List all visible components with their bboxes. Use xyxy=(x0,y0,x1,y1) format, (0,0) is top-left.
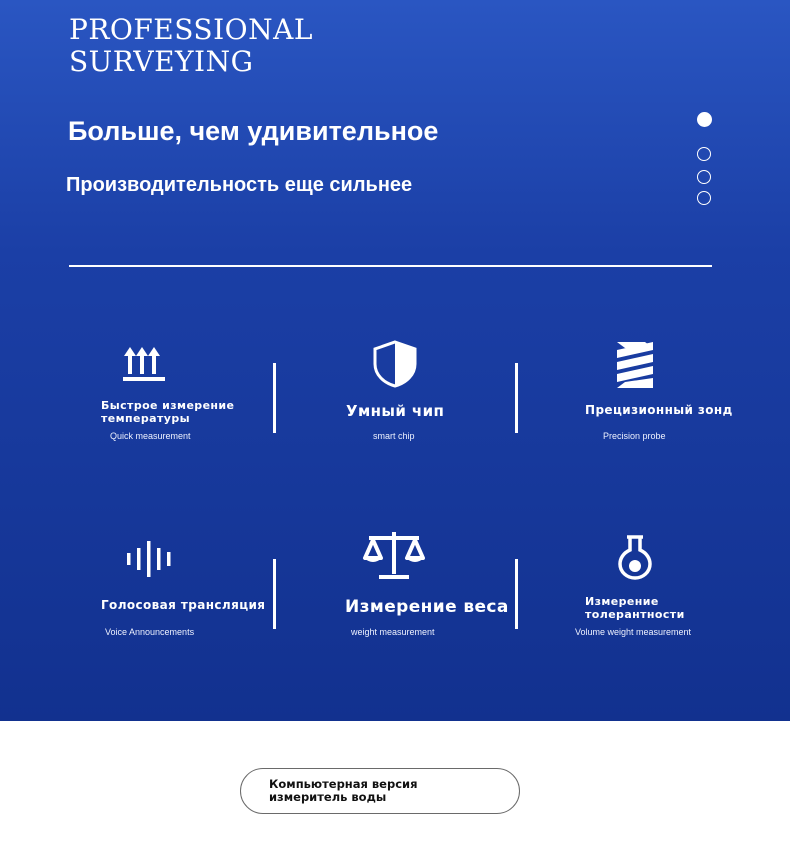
feature-title: Быстрое измерение температуры xyxy=(101,399,235,425)
feature-precision-probe xyxy=(585,340,755,450)
shield-icon xyxy=(371,340,419,388)
arrows-up-icon xyxy=(122,344,166,382)
feature-quick-measurement xyxy=(100,340,270,450)
carousel-pagination xyxy=(697,112,713,208)
feature-subtitle: smart chip xyxy=(373,431,415,441)
feature-title: Измерение веса xyxy=(345,597,509,617)
feature-subtitle: Voice Announcements xyxy=(105,627,195,637)
desktop-version-button-label: Компьютерная версия измеритель воды xyxy=(269,777,418,804)
feature-title: Прецизионный зонд xyxy=(585,403,733,417)
spring-coil-icon xyxy=(615,340,655,390)
feature-separator xyxy=(273,559,276,629)
sound-wave-icon xyxy=(124,538,180,580)
hero-headline: Больше, чем удивительное xyxy=(68,116,439,146)
feature-separator xyxy=(515,559,518,629)
carousel-dot-1[interactable] xyxy=(697,112,712,127)
carousel-dot-2[interactable] xyxy=(697,147,711,161)
desktop-version-button[interactable] xyxy=(240,768,520,814)
feature-title: Голосовая трансляция xyxy=(101,598,266,612)
feature-title: Умный чип xyxy=(346,402,445,420)
feature-weight-measurement xyxy=(345,528,509,638)
feature-volume-measurement xyxy=(575,534,755,644)
brand-logo xyxy=(69,14,313,78)
feature-smart-chip xyxy=(345,340,505,450)
section-divider xyxy=(69,265,712,267)
carousel-dot-3[interactable] xyxy=(697,170,711,184)
feature-subtitle: Quick measurement xyxy=(110,431,191,441)
feature-subtitle: Volume weight measurement xyxy=(575,627,692,637)
hero-subline: Производительность еще сильнее xyxy=(66,174,413,196)
feature-separator xyxy=(273,363,276,433)
balance-scale-icon xyxy=(361,528,427,582)
feature-subtitle: weight measurement xyxy=(351,627,435,637)
carousel-dot-4[interactable] xyxy=(697,191,711,205)
feature-voice-announcements xyxy=(100,538,270,648)
brand-line-2: SURVEYING xyxy=(69,45,254,78)
brand-line-1: PROFESSIONAL xyxy=(69,13,313,46)
flask-icon xyxy=(617,534,653,580)
feature-separator xyxy=(515,363,518,433)
feature-title: Измерение толерантности xyxy=(585,595,685,621)
feature-subtitle: Precision probe xyxy=(603,431,666,441)
